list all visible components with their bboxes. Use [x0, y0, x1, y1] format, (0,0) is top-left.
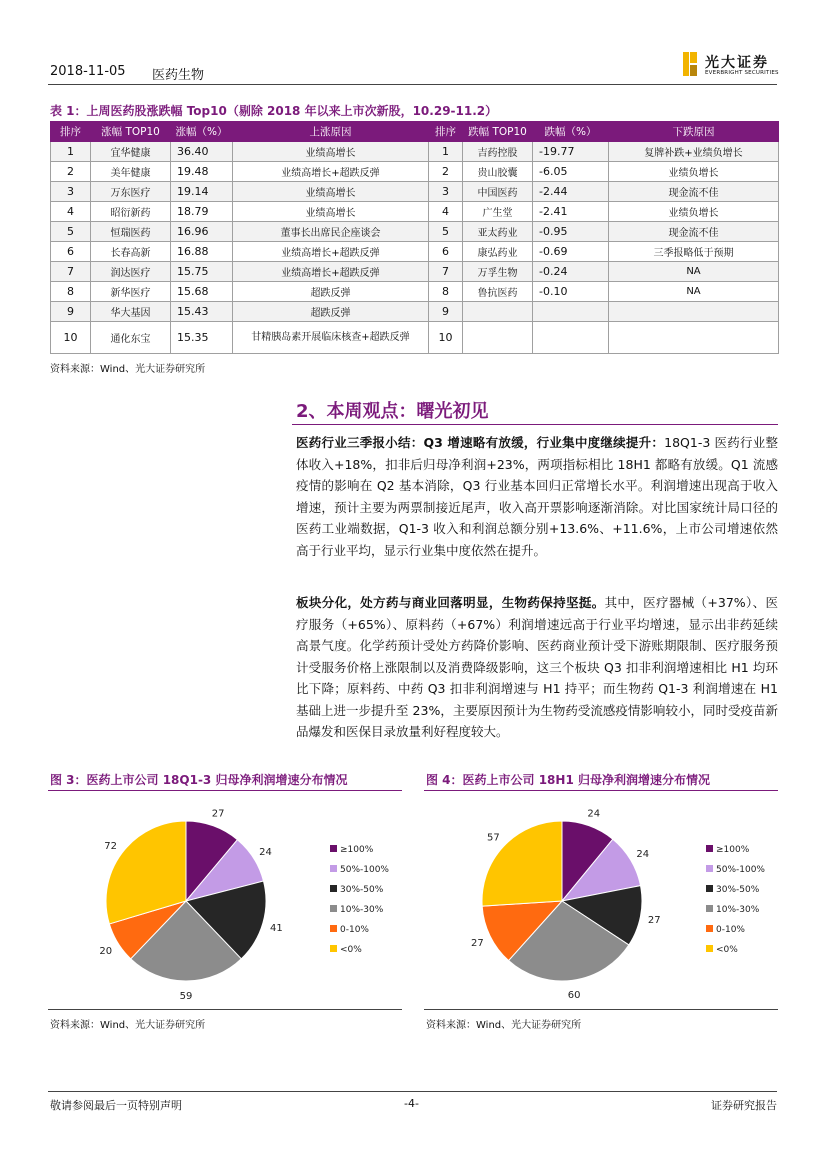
legend-swatch	[706, 905, 713, 912]
legend-label: <0%	[716, 945, 738, 955]
table-cell-down-name: 亚太药业	[463, 222, 533, 242]
table-cell-up-reason: 董事长出席民企座谈会	[233, 222, 429, 242]
table-cell-down-pct: -2.41	[533, 202, 609, 222]
legend-label: 30%-50%	[340, 885, 384, 895]
top10-table	[50, 121, 779, 354]
table-row	[51, 182, 779, 202]
table-cell-up-reason: 业绩高增长+超跌反弹	[233, 162, 429, 182]
figure4-bottom-rule	[424, 1009, 778, 1010]
pie-value-label: 60	[567, 990, 581, 1002]
table-cell-down-name: 中国医药	[463, 182, 533, 202]
footer-disclaimer: 敬请参阅最后一页特别声明	[50, 1099, 182, 1112]
table-row	[51, 262, 779, 282]
table-cell-rank-down: 8	[429, 282, 463, 302]
table-cell-down-pct	[533, 322, 609, 354]
pie-value-label: 27	[471, 938, 484, 949]
figure3-pie-chart	[48, 800, 402, 1005]
table-row	[51, 202, 779, 222]
legend-swatch	[330, 845, 337, 852]
table-cell-up-pct: 16.96	[171, 222, 233, 242]
table-cell-rank-up: 4	[51, 202, 91, 222]
table-cell-rank-down: 9	[429, 302, 463, 322]
table-cell-rank-down: 10	[429, 322, 463, 354]
paragraph-body: 其中，医疗器械（+37%）、医疗服务（+65%）、原料药（+67%）利润增速远高于行业平均增速，显示出非药延续高景气度。化学药预计受处方药降价影响、医药商业预计受下游账期限制、医疗服务预计受服务价格上涨限制以及消费降级影响，这三个板块 Q3 扣非利润增速相比 H1 均环比下降；原料药、中药 Q3 扣非利润增速与 H1 持平；而生物药 Q1-3 利润增速在 H1 基础上进一步提升至 23%，主要原因预计为生物药受流感疫情影响较小，同时受疫苗新品爆发和医保目录放量利好程度较大。	[296, 595, 778, 739]
legend-swatch	[330, 925, 337, 932]
table-cell-up-name: 宜华健康	[91, 142, 171, 162]
logo-mark-icon	[683, 52, 697, 76]
section-divider	[292, 424, 778, 425]
legend-swatch	[706, 885, 713, 892]
paragraph-lead: 板块分化，处方药与商业回落明显，生物药保持坚挺。	[296, 595, 605, 610]
table-cell-down-name: 万孚生物	[463, 262, 533, 282]
table-cell-rank-down: 5	[429, 222, 463, 242]
table-cell-up-reason: 甘精胰岛素开展临床核查+超跌反弹	[233, 322, 429, 354]
table-cell-down-pct: -0.95	[533, 222, 609, 242]
legend-label: 0-10%	[340, 925, 369, 935]
legend-label: 50%-100%	[340, 865, 389, 875]
table-cell-up-pct: 19.14	[171, 182, 233, 202]
section-title: 2、本周观点：曙光初见	[296, 401, 489, 422]
paragraph-q3-summary	[296, 432, 778, 561]
table-cell-up-reason: 业绩高增长+超跌反弹	[233, 242, 429, 262]
pie-value-label: 24	[259, 846, 272, 858]
table-cell-up-reason: 业绩高增长	[233, 142, 429, 162]
table-cell-up-pct: 36.40	[171, 142, 233, 162]
table-cell-up-reason: 业绩高增长+超跌反弹	[233, 262, 429, 282]
table-cell-down-reason: NA	[609, 282, 779, 302]
brand-logo	[683, 50, 783, 80]
table-row	[51, 142, 779, 162]
table-cell-up-name: 美年健康	[91, 162, 171, 182]
legend-label: 10%-30%	[340, 905, 384, 915]
col-header: 排序	[51, 122, 91, 142]
table-cell-up-pct: 15.75	[171, 262, 233, 282]
table-row	[51, 322, 779, 354]
table-cell-up-name: 万东医疗	[91, 182, 171, 202]
col-header: 排序	[429, 122, 463, 142]
figure4-title: 图 4：医药上市公司 18H1 归母净利润增速分布情况	[426, 773, 710, 787]
table-cell-up-pct: 15.68	[171, 282, 233, 302]
table-cell-up-name: 新华医疗	[91, 282, 171, 302]
col-header: 跌幅（%）	[533, 122, 609, 142]
table-cell-rank-up: 10	[51, 322, 91, 354]
pie-value-label: 27	[647, 915, 661, 927]
footer-divider	[48, 1091, 777, 1092]
table-cell-down-pct: -0.10	[533, 282, 609, 302]
legend-swatch	[706, 845, 713, 852]
pie-value-label: 24	[636, 848, 650, 860]
table-cell-up-pct: 18.79	[171, 202, 233, 222]
legend-swatch	[330, 945, 337, 952]
table-cell-down-reason: 三季报略低于预期	[609, 242, 779, 262]
table-cell-down-pct	[533, 302, 609, 322]
figure3-title: 图 3：医药上市公司 18Q1-3 归母净利润增速分布情况	[50, 773, 348, 787]
table-cell-rank-up: 1	[51, 142, 91, 162]
figure4-pie-chart	[424, 800, 778, 1005]
table-cell-down-name: 鲁抗医药	[463, 282, 533, 302]
table-cell-rank-down: 2	[429, 162, 463, 182]
table-cell-down-reason: NA	[609, 262, 779, 282]
legend-label: ≥100%	[340, 845, 374, 855]
legend-swatch	[330, 865, 337, 872]
legend-label: 0-10%	[716, 925, 745, 935]
table-cell-up-name: 通化东宝	[91, 322, 171, 354]
pie-value-label: 41	[270, 922, 283, 934]
table-cell-rank-down: 4	[429, 202, 463, 222]
table-cell-rank-down: 7	[429, 262, 463, 282]
pie-value-label: 72	[104, 840, 117, 852]
table-cell-up-name: 华大基因	[91, 302, 171, 322]
footer-report-type: 证券研究报告	[711, 1099, 777, 1112]
table-cell-down-name	[463, 322, 533, 354]
col-header: 跌幅 TOP10	[463, 122, 533, 142]
table-cell-rank-up: 6	[51, 242, 91, 262]
table-cell-down-name: 广生堂	[463, 202, 533, 222]
pie-value-label: 24	[587, 808, 601, 820]
table-cell-down-pct: -19.77	[533, 142, 609, 162]
figure4-source: 资料来源：Wind、光大证券研究所	[426, 1020, 582, 1031]
table-cell-up-pct: 16.88	[171, 242, 233, 262]
table-cell-up-name: 昭衍新药	[91, 202, 171, 222]
table-cell-down-name: 吉药控股	[463, 142, 533, 162]
legend-swatch	[330, 885, 337, 892]
legend-label: 10%-30%	[716, 905, 760, 915]
legend-label: <0%	[340, 945, 362, 955]
figure4-top-rule	[424, 790, 778, 791]
table-row	[51, 222, 779, 242]
paragraph-body: 18Q1-3 医药行业整体收入+18%，扣非后归母净利润+23%，两项指标相比 18H1 都略有放缓。Q1 流感疫情的影响在 Q2 基本消除，Q3 行业基本回归正常增长水平。利润增速出现高于收入增速，预计主要为两票制接近尾声，收入高开票影响逐渐消除。对比国家统计局口径的医药工业端数据，Q1-3 收入和利润总额分别+13.6%、+11.6%，上市公司增速依然高于行业平均，显示行业集中度依然在提升。	[296, 435, 778, 558]
table-cell-up-pct: 15.35	[171, 322, 233, 354]
table-row	[51, 302, 779, 322]
header-divider	[48, 84, 777, 85]
table-cell-up-reason: 超跌反弹	[233, 302, 429, 322]
table-cell-up-name: 恒瑞医药	[91, 222, 171, 242]
table-cell-rank-up: 2	[51, 162, 91, 182]
pie-value-label: 59	[179, 991, 193, 1002]
report-sector: 医药生物	[152, 68, 205, 83]
table-cell-up-reason: 业绩高增长	[233, 202, 429, 222]
table-cell-down-reason: 复牌补跌+业绩负增长	[609, 142, 779, 162]
table-cell-rank-up: 7	[51, 262, 91, 282]
table-cell-up-reason: 超跌反弹	[233, 282, 429, 302]
table-cell-down-pct: -6.05	[533, 162, 609, 182]
report-date: 2018-11-05	[50, 64, 126, 79]
table-cell-up-reason: 业绩高增长	[233, 182, 429, 202]
table-cell-down-reason	[609, 302, 779, 322]
table-cell-up-name: 润达医疗	[91, 262, 171, 282]
paragraph-sector-split	[296, 592, 778, 743]
legend-swatch	[706, 925, 713, 932]
table-row	[51, 242, 779, 262]
pie-value-label: 27	[211, 808, 225, 820]
legend-swatch	[706, 865, 713, 872]
table-cell-up-name: 长春高新	[91, 242, 171, 262]
table-cell-rank-up: 5	[51, 222, 91, 242]
table-cell-down-pct: -0.69	[533, 242, 609, 262]
table-row	[51, 162, 779, 182]
col-header: 上涨原因	[233, 122, 429, 142]
table-header-row	[51, 122, 779, 142]
legend-swatch	[706, 945, 713, 952]
table-row	[51, 282, 779, 302]
table-cell-down-reason: 业绩负增长	[609, 162, 779, 182]
legend-label: 30%-50%	[716, 885, 760, 895]
table-cell-rank-up: 8	[51, 282, 91, 302]
table-cell-down-reason	[609, 322, 779, 354]
legend-label: 50%-100%	[716, 865, 765, 875]
figure3-source: 资料来源：Wind、光大证券研究所	[50, 1020, 206, 1031]
paragraph-lead: 医药行业三季报小结：Q3 增速略有放缓，行业集中度继续提升：	[296, 435, 665, 450]
table-cell-rank-down: 6	[429, 242, 463, 262]
table-cell-rank-down: 3	[429, 182, 463, 202]
table-cell-down-name: 贵山胶囊	[463, 162, 533, 182]
table-cell-down-reason: 业绩负增长	[609, 202, 779, 222]
col-header: 涨幅（%）	[171, 122, 233, 142]
figure3-top-rule	[48, 790, 402, 791]
logo-text-cn: 光大证券	[705, 55, 769, 71]
figure3-bottom-rule	[48, 1009, 402, 1010]
table-cell-down-name: 康弘药业	[463, 242, 533, 262]
table-cell-down-reason: 现金流不佳	[609, 182, 779, 202]
table-source: 资料来源：Wind、光大证券研究所	[50, 364, 206, 375]
table-cell-up-pct: 19.48	[171, 162, 233, 182]
table-cell-down-reason: 现金流不佳	[609, 222, 779, 242]
legend-label: ≥100%	[716, 845, 750, 855]
table-cell-rank-up: 3	[51, 182, 91, 202]
table-cell-down-pct: -2.44	[533, 182, 609, 202]
page-number: -4-	[404, 1097, 419, 1110]
table-cell-down-name	[463, 302, 533, 322]
table-title: 表 1：上周医药股涨跌幅 Top10（剔除 2018 年以来上市次新股，10.29-11.2）	[50, 104, 498, 118]
table-cell-rank-down: 1	[429, 142, 463, 162]
table-cell-rank-up: 9	[51, 302, 91, 322]
table-cell-down-pct: -0.24	[533, 262, 609, 282]
legend-swatch	[330, 905, 337, 912]
logo-text-en: EVERBRIGHT SECURITIES	[705, 70, 779, 76]
pie-value-label: 57	[487, 832, 500, 844]
col-header: 下跌原因	[609, 122, 779, 142]
col-header: 涨幅 TOP10	[91, 122, 171, 142]
pie-value-label: 20	[99, 946, 113, 958]
table-cell-up-pct: 15.43	[171, 302, 233, 322]
